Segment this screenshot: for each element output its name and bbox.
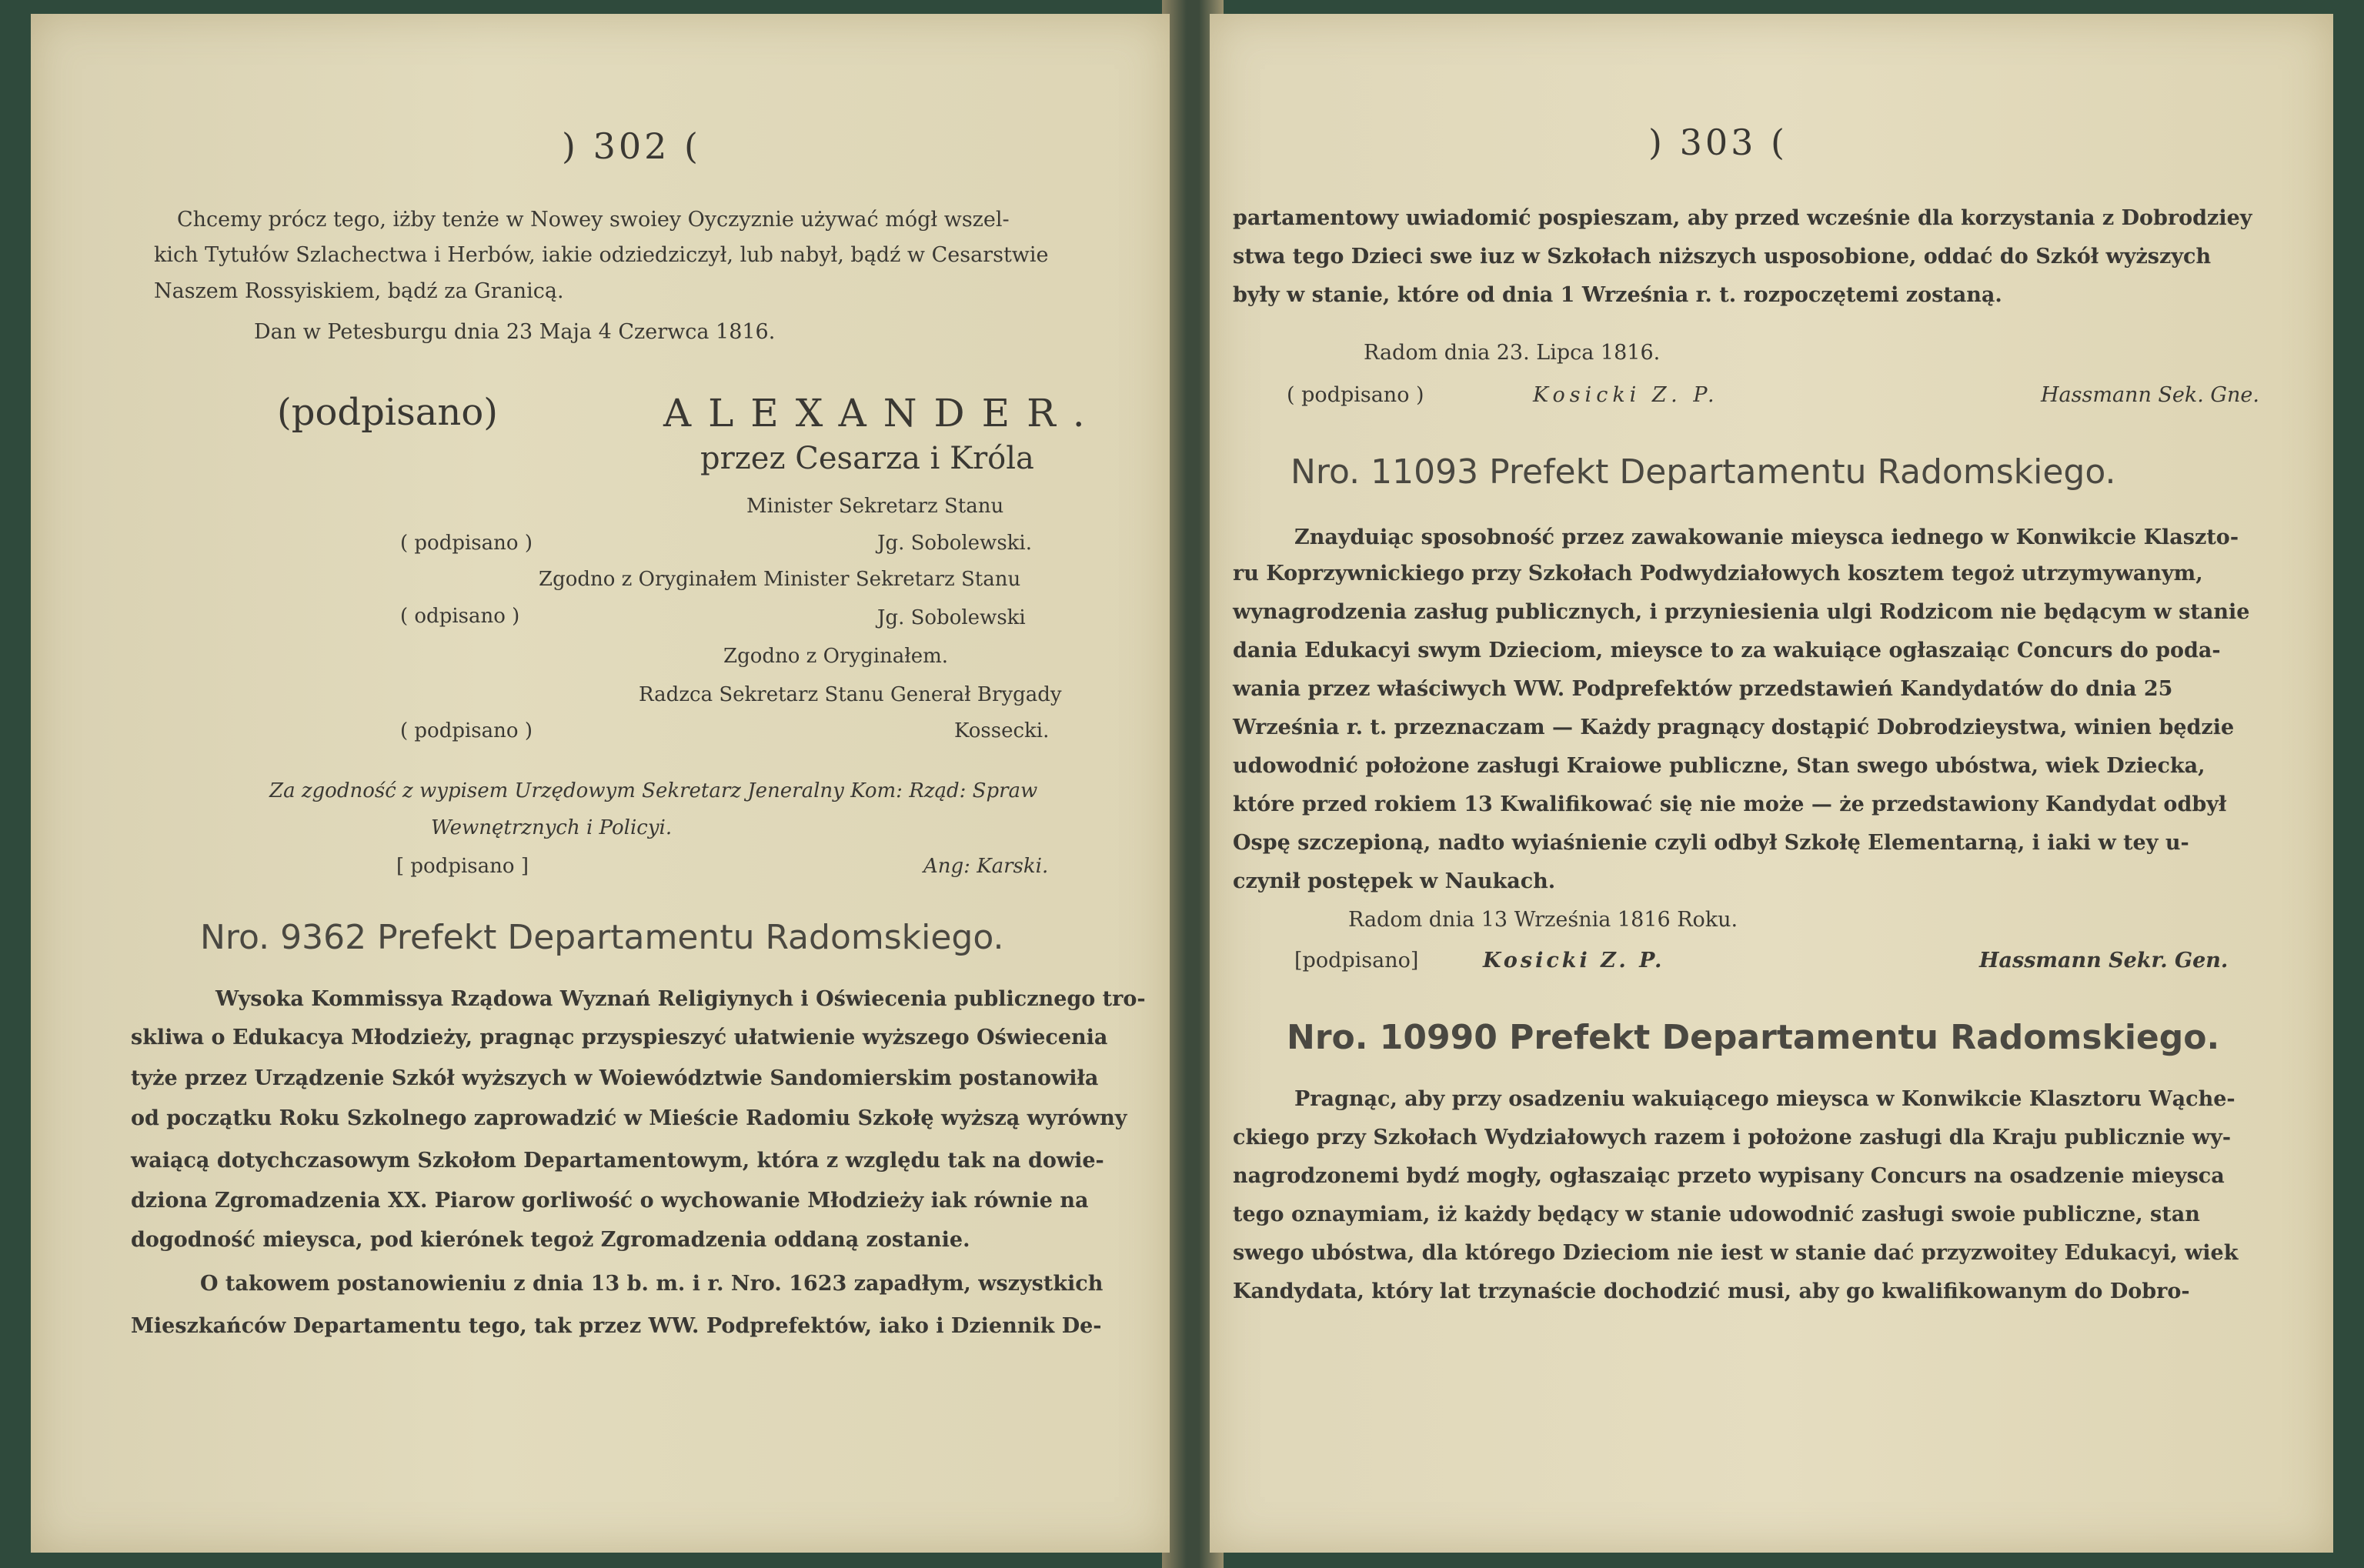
date-line: Radom dnia 23. Lipca 1816. bbox=[1364, 341, 1661, 365]
text-line: skliwa o Edukacya Młodzieży, pragnąc przyspieszyć ułatwienie wyższego Oświecenia bbox=[131, 1026, 1108, 1049]
signed-label: [ podpisano ] bbox=[396, 855, 529, 878]
section-heading: Nro. 10990 Prefekt Departamentu Radomskiego. bbox=[1287, 1018, 2220, 1057]
signed-label: [podpisano] bbox=[1294, 949, 1419, 972]
text-line: Września r. t. przeznaczam — Każdy pragnący dostąpić Dobrodzieystwa, winien będzie bbox=[1233, 716, 2235, 739]
text-line: dania Edukacyi swym Dzieciom, mieysce to za wakuiące ogłaszaiąc Concurs do poda- bbox=[1233, 639, 2221, 662]
text-line: czynił postępek w Naukach. bbox=[1233, 869, 1556, 893]
date-line: Radom dnia 13 Września 1816 Roku. bbox=[1348, 908, 1738, 932]
signed-label: ( odpisano ) bbox=[400, 605, 520, 628]
text-line: tego oznaymiam, iż każdy będący w stanie udowodnić zasługi swoie publiczne, stan bbox=[1233, 1203, 2200, 1226]
signed-label: (podpisano) bbox=[277, 391, 498, 434]
text-line: dziona Zgromadzenia XX. Piarow gorliwość o wychowanie Młodzieży iak równie na bbox=[131, 1189, 1089, 1213]
text-line: O takowem postanowieniu z dnia 13 b. m. i r. Nro. 1623 zapadłym, wszystkich bbox=[200, 1272, 1104, 1296]
text-line: Chcemy prócz tego, iżby tenże w Nowey swoiey Oyczyznie używać mógł wszel- bbox=[177, 208, 1010, 232]
text-line: nagrodzonemi bydź mogły, ogłaszaiąc przeto wypisany Concurs na osadzenie mieysca bbox=[1233, 1164, 2225, 1188]
signatory-name: Ang: Karski. bbox=[923, 855, 1049, 878]
secretary-name: Hassmann Sekr. Gen. bbox=[1979, 949, 2229, 972]
text-line: które przed rokiem 13 Kwalifikować się nie może — że przedstawiony Kandydat odbył bbox=[1233, 792, 2227, 816]
text-line: kich Tytułów Szlachectwa i Herbów, iakie odziedziczył, lub nabył, bądź w Cesarstwie bbox=[154, 243, 1049, 267]
text-line: swego ubóstwa, dla którego Dzieciom nie iest w stanie dać przyzwoitey Edukacyi, wiek bbox=[1233, 1241, 2239, 1265]
text-line: Wysoka Kommissya Rządowa Wyznań Religiynych i Oświecenia publicznego tro- bbox=[215, 987, 1146, 1011]
section-heading: Nro. 11093 Prefekt Departamentu Radomskiego. bbox=[1291, 452, 2116, 492]
text-line: wania przez właściwych WW. Podprefektów przedstawień Kandydatów do dnia 25 bbox=[1233, 677, 2173, 701]
text-line: udowodnić położone zasługi Kraiowe publiczne, Stan swego ubóstwa, wiek Dziecka, bbox=[1233, 754, 2205, 778]
signed-label: ( podpisano ) bbox=[400, 532, 533, 555]
minister-title: Minister Sekretarz Stanu bbox=[746, 495, 1004, 518]
signed-label: ( podpisano ) bbox=[400, 719, 533, 742]
text-line: wynagrodzenia zasług publicznych, i przyniesienia ulgi Rodzicom nie będącym w stanie bbox=[1233, 600, 2250, 624]
text-line: dogodność mieysca, pod kierónek tegoż Zgromadzenia oddaną zostanie. bbox=[131, 1228, 970, 1252]
signed-label: ( podpisano ) bbox=[1287, 383, 1424, 407]
signatory-name: Jg. Sobolewski. bbox=[877, 532, 1032, 555]
certification-line: Zgodno z Oryginałem Minister Sekretarz Stanu bbox=[539, 568, 1021, 591]
left-page bbox=[31, 14, 1170, 1553]
official-title: Radzca Sekretarz Stanu Generał Brygady bbox=[639, 683, 1062, 706]
signatory-name: Kossecki. bbox=[954, 719, 1050, 742]
text-line: Kandydata, który lat trzynaście dochodzić musi, aby go kwalifikowanym do Dobro- bbox=[1233, 1279, 2190, 1303]
date-line: Dan w Petesburgu dnia 23 Maja 4 Czerwca 1816. bbox=[254, 320, 776, 344]
text-line: od początku Roku Szkolnego zaprowadzić w Mieście Radomiu Szkołę wyższą wyrówny bbox=[131, 1106, 1127, 1130]
text-line: waiącą dotychczasowym Szkołom Departamentowym, która z względu tak na dowie- bbox=[131, 1149, 1104, 1173]
signatory-name: Jg. Sobolewski bbox=[877, 606, 1026, 629]
signatory-name: Kosicki Z. P. bbox=[1483, 949, 1665, 972]
secretary-name: Hassmann Sek. Gne. bbox=[2041, 383, 2259, 407]
text-line: ckiego przy Szkołach Wydziałowych razem i położone zasługi dla Kraju publicznie wy- bbox=[1233, 1126, 2232, 1149]
signatory-name: Kosicki Z. P. bbox=[1533, 383, 1719, 407]
text-line: Ospę szczepioną, nadto wyiaśnienie czyli odbył Szkołę Elementarną, i iaki w tey u- bbox=[1233, 831, 2189, 855]
text-line: tyże przez Urządzenie Szkół wyższych w Woiewództwie Sandomierskim postanowiła bbox=[131, 1066, 1099, 1090]
certification-line: Wewnętrznych i Policyi. bbox=[431, 816, 673, 839]
certification-line: Za zgodność z wypisem Urzędowym Sekretarz Jeneralny Kom: Rząd: Spraw bbox=[269, 779, 1038, 802]
text-line: ru Koprzywnickiego przy Szkołach Podwydziałowych kosztem tegoż utrzymywanym, bbox=[1233, 562, 2203, 585]
page-number: ) 302 ( bbox=[562, 125, 701, 167]
signature-subtitle: przez Cesarza i Króla bbox=[700, 441, 1034, 476]
section-heading: Nro. 9362 Prefekt Departamentu Radomskiego. bbox=[200, 918, 1004, 957]
text-line: Pragnąc, aby przy osadzeniu wakuiącego mieysca w Konwikcie Klasztoru Wąche- bbox=[1294, 1087, 2235, 1111]
text-line: Naszem Rossyiskiem, bądź za Granicą. bbox=[154, 279, 564, 303]
text-line: stwa tego Dzieci swe iuz w Szkołach niższych usposobione, oddać do Szkół wyższych bbox=[1233, 245, 2212, 269]
text-line: Mieszkańców Departamentu tego, tak przez WW. Podprefektów, iako i Dziennik De- bbox=[131, 1314, 1102, 1338]
signature-alexander: ALEXANDER. bbox=[663, 391, 1102, 435]
text-line: były w stanie, które od dnia 1 Września r. t. rozpoczętemi zostaną. bbox=[1233, 283, 2002, 307]
right-page bbox=[1210, 14, 2333, 1553]
text-line: Znayduiąc sposobność przez zawakowanie mieysca iednego w Konwikcie Klaszto- bbox=[1294, 525, 2239, 549]
page-number: ) 303 ( bbox=[1648, 122, 1788, 163]
certification-line: Zgodno z Oryginałem. bbox=[723, 645, 949, 668]
text-line: partamentowy uwiadomić pospieszam, aby przed wcześnie dla korzystania z Dobrodziey bbox=[1233, 206, 2252, 230]
